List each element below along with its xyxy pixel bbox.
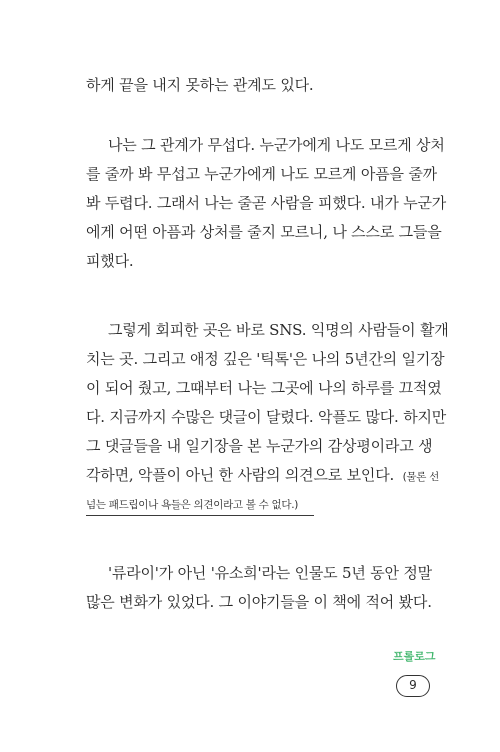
paragraph-4-line-1: '류라이'가 아닌 '유소희'라는 인물도 5년 동안 정말 (108, 564, 432, 582)
page-number: 9 (396, 675, 430, 697)
paragraph-2-line-1: 나는 그 관계가 무섭다. 누군가에게 나도 모르게 상처 (108, 136, 445, 154)
paragraph-3-line-6-text: 각하면, 악플이 아닌 한 사람의 의견으로 보인다. (86, 466, 395, 484)
paragraph-2-line-2: 를 줄까 봐 무섭고 누군가에게 나도 모르게 아픔을 줄까 (86, 165, 437, 183)
section-label: 프롤로그 (393, 650, 436, 663)
footnote-end: 넘는 패드립이나 욕들은 의견이라고 볼 수 없다.) (86, 499, 299, 511)
paragraph-2-line-4: 에게 어떤 아픔과 상처를 줄지 모르니, 나 스스로 그들을 (86, 223, 442, 241)
paragraph-3-line-2: 치는 곳. 그리고 애정 깊은 '틱톡'은 나의 5년간의 일기장 (86, 350, 445, 368)
paragraph-4-line-2: 많은 변화가 있었다. 그 이야기들을 이 책에 적어 봤다. (86, 593, 432, 611)
paragraph-2-line-5: 피했다. (86, 252, 134, 270)
footnote-start: (물론 선 (402, 471, 440, 483)
footnote-underline (86, 515, 314, 516)
paragraph-3-line-3: 이 되어 줬고, 그때부터 나는 그곳에 나의 하루를 끄적였 (86, 379, 442, 397)
paragraph-3-line-1: 그렇게 회피한 곳은 바로 SNS. 익명의 사람들이 활개 (108, 321, 449, 339)
paragraph-3-line-5: 그 댓글들을 내 일기장을 본 누군가의 감상평이라고 생 (86, 437, 433, 455)
paragraph-1-line-1: 하게 끝을 내지 못하는 관계도 있다. (86, 76, 314, 94)
paragraph-3-line-4: 다. 지금까지 수많은 댓글이 달렸다. 악플도 많다. 하지만 (86, 408, 447, 426)
paragraph-2-line-3: 봐 두렵다. 그래서 나는 줄곧 사람을 피했다. 내가 누군가 (86, 194, 447, 212)
paragraph-3-line-6 (86, 465, 440, 487)
